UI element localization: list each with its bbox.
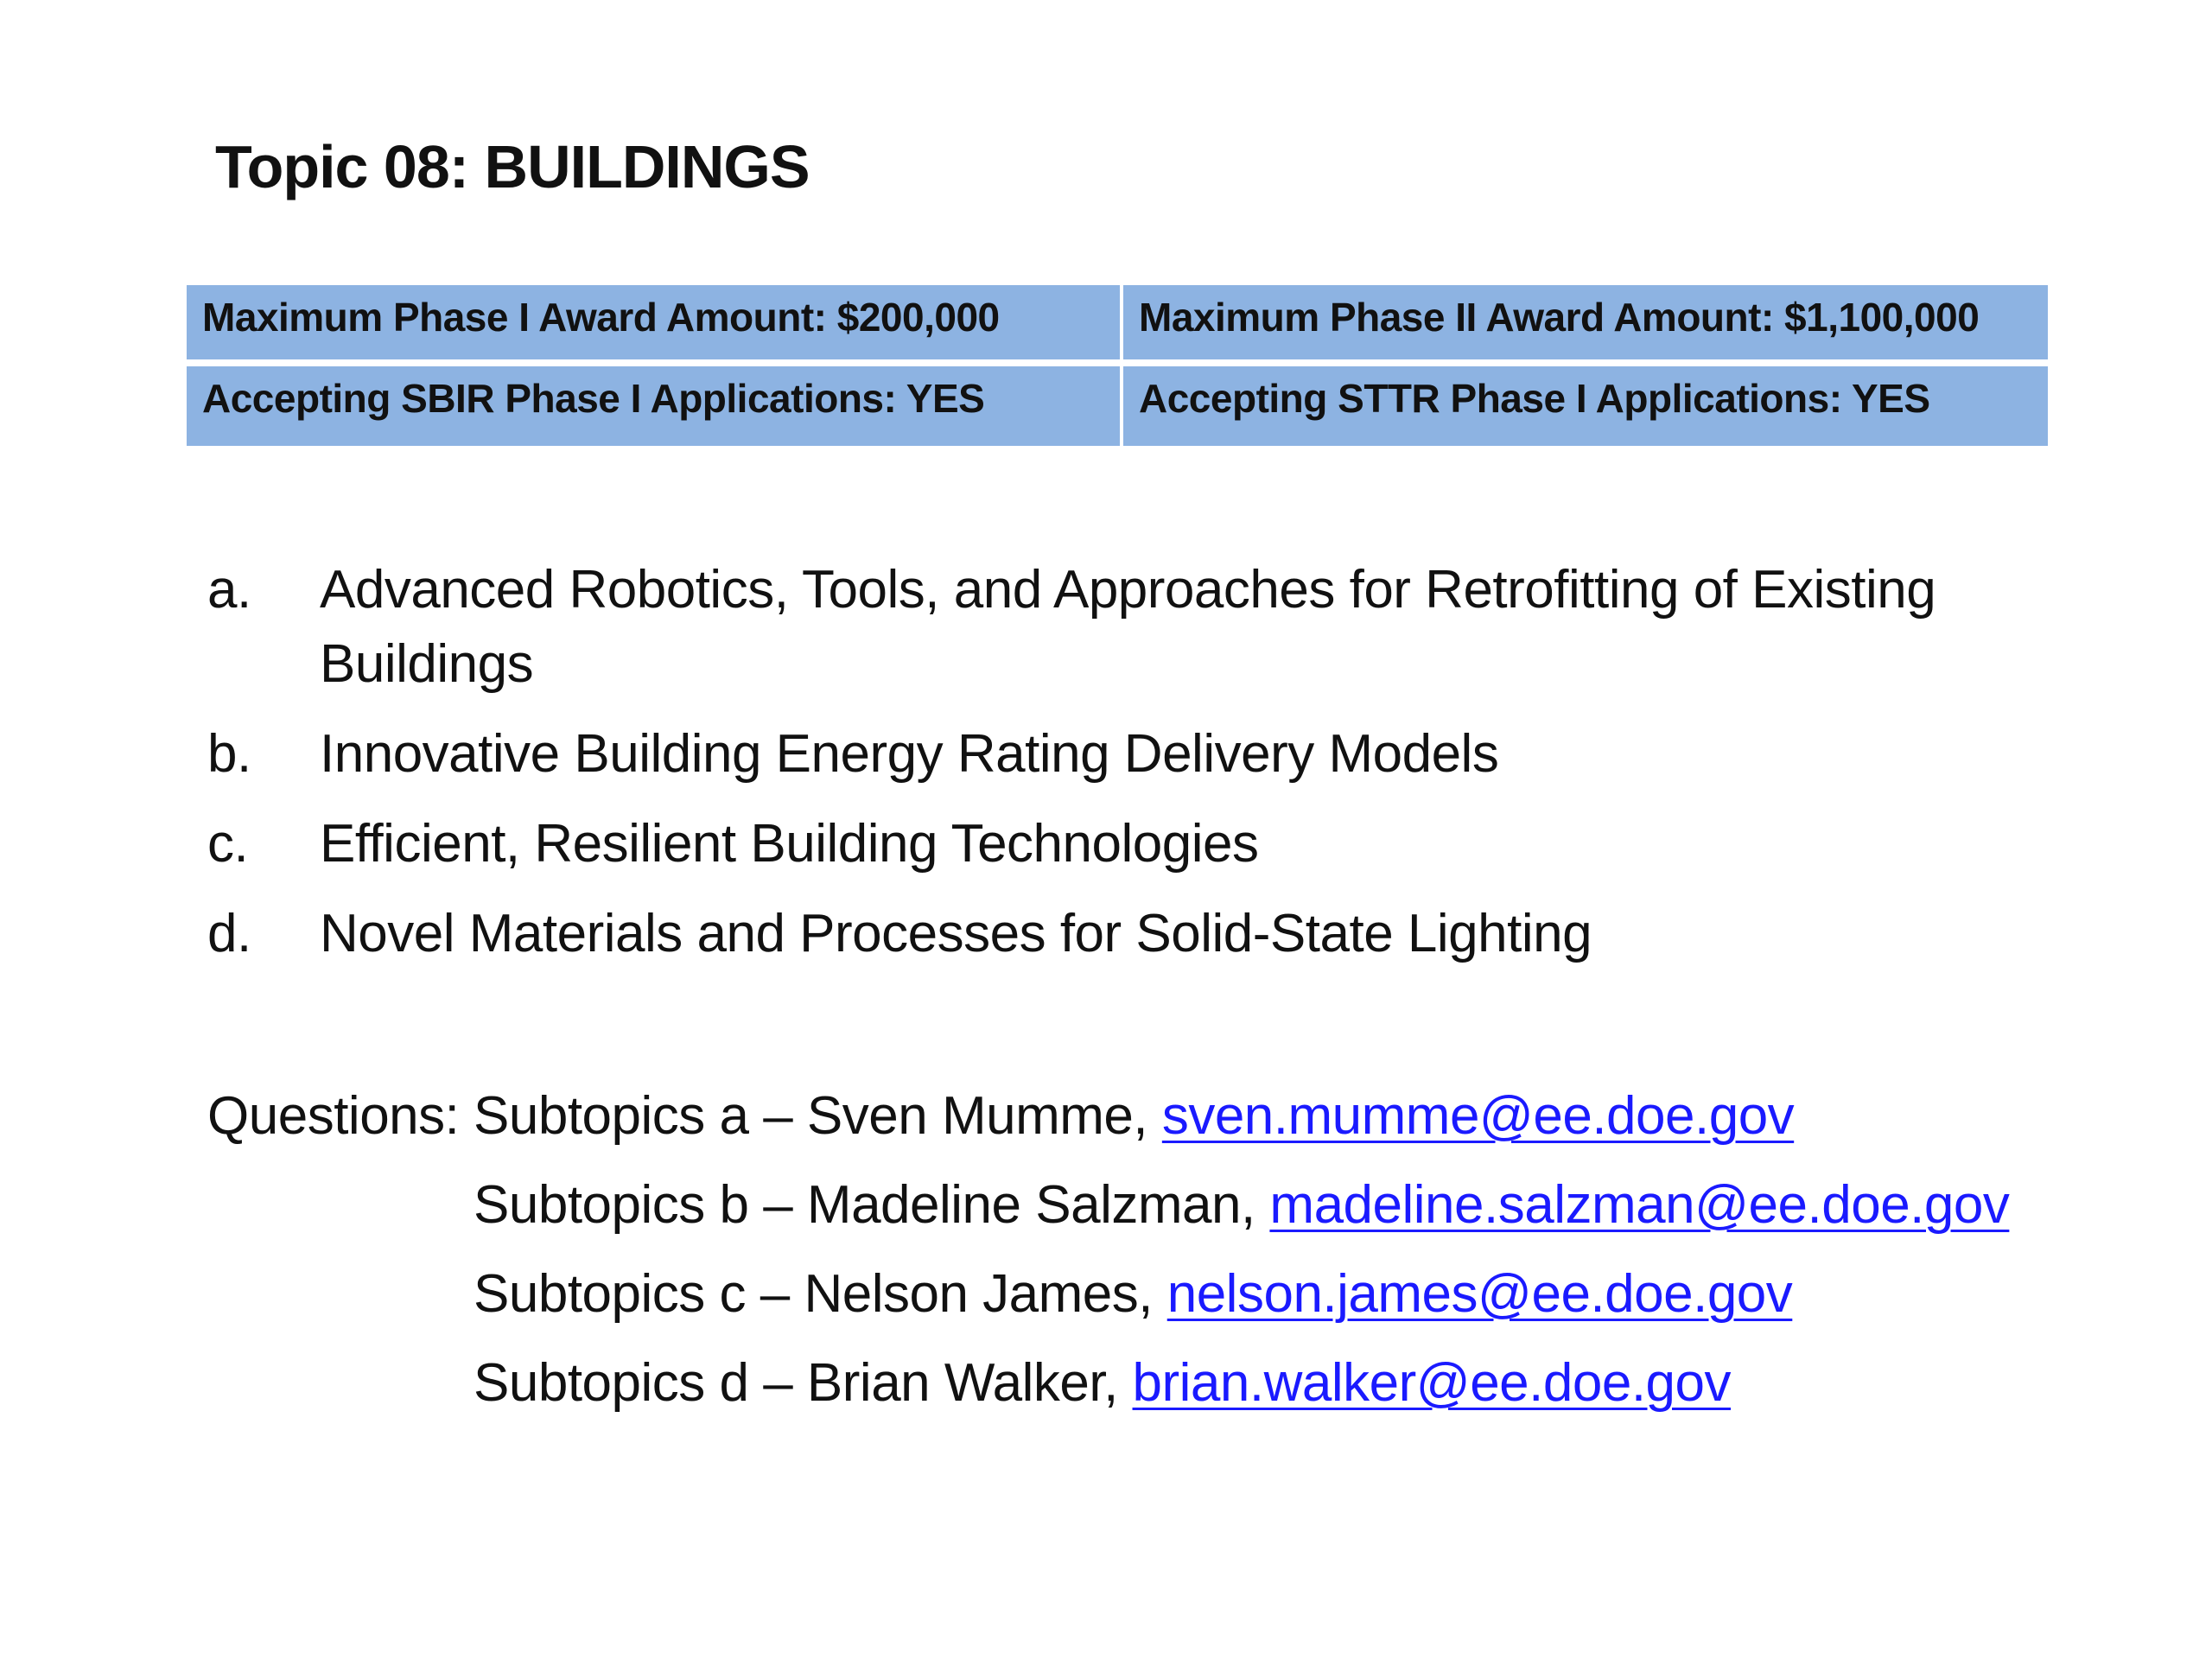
subtopic-text: Efficient, Resilient Building Technologies <box>320 814 1259 874</box>
subtopic-text: Advanced Robotics, Tools, and Approaches for Retrofitting of Existing Buildings <box>320 560 1936 694</box>
subtopic-item-b <box>207 717 2022 791</box>
subtopic-text: Innovative Building Energy Rating Delivery Models <box>320 724 1499 784</box>
subtopic-marker: b. <box>207 724 251 784</box>
subtopic-item-d <box>207 897 2022 971</box>
email-link-a[interactable]: sven.mumme@ee.doe.gov <box>1161 1086 1795 1146</box>
contact-line <box>474 1338 1731 1427</box>
contact-line <box>474 1160 2009 1249</box>
sbir-phase1-cell: Accepting SBIR Phase I Applications: YES <box>187 366 1120 446</box>
contact-text: Subtopics d – Brian Walker, <box>474 1353 1133 1413</box>
subtopic-item-a <box>207 553 2022 702</box>
phase1-award-cell: Maximum Phase I Award Amount: $200,000 <box>187 285 1120 359</box>
contact-text: Subtopics a – Sven Mumme, <box>474 1086 1162 1146</box>
subtopic-item-c <box>207 807 2022 881</box>
subtopic-marker: d. <box>207 904 251 963</box>
contact-text: Subtopics c – Nelson James, <box>474 1264 1167 1324</box>
contact-line <box>474 1249 1792 1338</box>
award-table <box>187 285 2044 446</box>
email-link-c[interactable]: nelson.james@ee.doe.gov <box>1166 1264 1793 1324</box>
subtopic-text: Novel Materials and Processes for Solid-State Lighting <box>320 904 1592 963</box>
questions-label: Questions: <box>207 1086 460 1146</box>
email-link-b[interactable]: madeline.salzman@ee.doe.gov <box>1269 1175 2010 1235</box>
sttr-phase1-cell: Accepting STTR Phase I Applications: YES <box>1123 366 2048 446</box>
contact-text: Subtopics b – Madeline Salzman, <box>474 1175 1270 1235</box>
page-title: Topic 08: BUILDINGS <box>215 133 810 200</box>
email-link-d[interactable]: brian.walker@ee.doe.gov <box>1132 1353 1732 1413</box>
subtopic-marker: a. <box>207 560 251 620</box>
phase2-award-cell: Maximum Phase II Award Amount: $1,100,000 <box>1123 285 2048 359</box>
contact-line <box>474 1071 1794 1160</box>
subtopic-list <box>207 553 2022 987</box>
subtopic-marker: c. <box>207 814 249 874</box>
